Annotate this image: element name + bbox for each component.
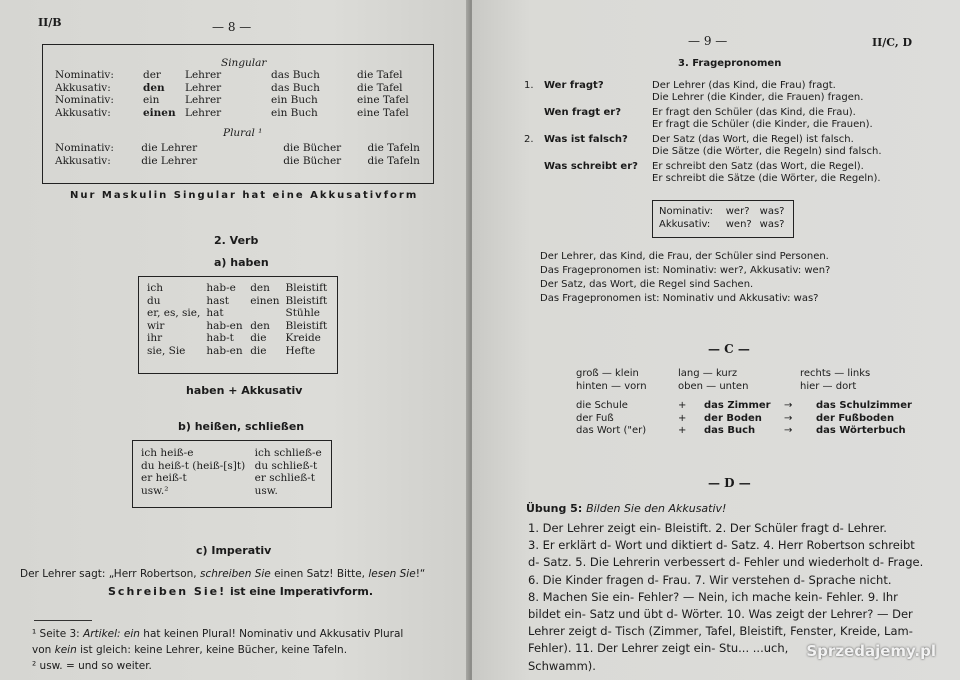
opposites-rows — [576, 368, 896, 393]
singular-heading: Singular — [221, 57, 267, 69]
case-row-cell: Akkusativ: — [55, 154, 111, 167]
frage-row — [524, 107, 918, 119]
imperativ-form-text: ist eine Imperativform. — [226, 585, 374, 598]
haben-row-cell: hab-t — [206, 332, 234, 344]
frage-cell: Was ist falsch? — [544, 134, 628, 145]
page-number: — 8 — — [212, 20, 252, 34]
singular-table — [55, 69, 423, 119]
frage-box-row-cell: wer? — [725, 206, 750, 217]
case-row-cell: ein — [143, 94, 160, 106]
section-label: II/B — [38, 16, 62, 29]
plural-rows — [55, 142, 433, 167]
case-row — [55, 107, 423, 120]
plural-heading: Plural ¹ — [223, 127, 263, 139]
case-row-cell: die Lehrer — [141, 154, 198, 167]
haben-row-cell: er, es, sie, — [147, 307, 201, 319]
compound-row-cell: der Fußboden — [816, 412, 895, 424]
haben-row-cell: du — [147, 294, 161, 307]
frage-cell: Was schreibt er? — [544, 161, 638, 172]
exercise-line: 3. Er erklärt d- Wort und diktiert d- Satz. 4. Herr Robertson schreibt — [528, 538, 915, 553]
imperativ-example — [20, 568, 425, 580]
case-row-cell: Nominativ: — [55, 94, 114, 106]
haben-formula: haben + Akkusativ — [186, 384, 303, 397]
footnote-2: ² usw. = und so weiter. — [32, 660, 152, 672]
case-row-cell: Lehrer — [185, 94, 222, 106]
heissen-row-cell: er schließ-t — [254, 472, 315, 484]
haben-row — [147, 332, 337, 345]
frage-box-row — [659, 206, 793, 219]
frage-row — [524, 134, 918, 146]
exercise-instruction: Bilden Sie den Akkusativ! — [586, 502, 727, 515]
frage-cell — [524, 92, 544, 107]
opposite-row — [576, 368, 896, 381]
footnote-1-line2-a: von — [32, 644, 55, 656]
compound-row-cell: der Boden — [704, 412, 762, 424]
haben-row-cell: die — [250, 332, 267, 344]
frage-cell: Er schreibt die Sätze (die Wörter, die Regeln). — [652, 173, 881, 184]
case-row-cell: der — [143, 69, 161, 81]
heissen-row — [141, 447, 331, 460]
exercise-title — [526, 502, 726, 515]
frage-box-rows — [659, 206, 793, 231]
frage-cell: Wen fragt er? — [544, 107, 622, 118]
frage-row — [524, 173, 918, 188]
imperativ-statement — [108, 585, 373, 598]
opposite-row-cell: lang — kurz — [678, 368, 738, 379]
haben-row-cell: einen — [250, 294, 280, 307]
haben-row-cell: Stühle — [285, 307, 321, 319]
case-row-cell: die Tafel — [357, 81, 403, 94]
case-row-cell: die Bücher — [283, 142, 342, 154]
frage-box-row-cell: Akkusativ: — [659, 218, 711, 230]
summary-line-1: Der Lehrer, das Kind, die Frau, der Schüler sind Personen. — [540, 251, 829, 262]
haben-table-wrap — [147, 282, 337, 357]
compound-row-cell: das Buch — [704, 425, 756, 436]
section-label-right: II/C, D — [872, 36, 913, 49]
opposite-row-cell: hinten — vorn — [576, 380, 647, 392]
frage-cell — [524, 146, 544, 161]
summary-line-2: Das Fragepronomen ist: Nominativ: wer?, Akkusativ: wen? — [540, 265, 831, 276]
imperativ-text-b: schreiben Sie — [199, 568, 271, 580]
frage-cell: Die Sätze (die Wörter, die Regeln) sind falsch. — [652, 146, 882, 157]
compound-row-cell: → — [784, 400, 793, 411]
heissen-rows — [141, 447, 331, 497]
haben-row — [147, 295, 337, 308]
opposite-row-cell: groß — klein — [576, 368, 639, 379]
compound-row-cell: + — [678, 425, 687, 436]
frage-list — [524, 80, 918, 188]
compound-row — [576, 413, 922, 426]
haben-row-cell: ich — [147, 282, 164, 294]
case-row-cell: die Bücher — [283, 154, 342, 167]
haben-row-cell: Kreide — [285, 332, 321, 344]
haben-row-cell: hab-en — [206, 319, 243, 332]
compound-row-cell: der Fuß — [576, 412, 614, 424]
heissen-heading: b) heißen, schließen — [178, 420, 305, 433]
case-row-cell: Lehrer — [185, 81, 222, 94]
haben-row — [147, 320, 337, 333]
exercise-line: 1. Der Lehrer zeigt ein- Bleistift. 2. Der Schüler fragt d- Lehrer. — [528, 521, 887, 535]
case-row — [55, 94, 423, 107]
footnote-1-line2 — [32, 644, 347, 656]
akkusativ-note: Nur Maskulin Singular hat eine Akkusativform — [70, 190, 419, 201]
exercise-line: Fehler). 11. Der Lehrer zeigt ein- Stu... ...uch, — [528, 641, 789, 656]
imperativ-form: Schreiben Sie! — [108, 585, 227, 598]
heissen-row — [141, 485, 331, 498]
frage-cell: Er schreibt den Satz (das Wort, die Regel). — [652, 161, 864, 172]
haben-rows — [147, 282, 337, 357]
compound-row — [576, 400, 922, 413]
imperativ-heading: c) Imperativ — [196, 544, 272, 557]
heissen-row-cell: ich heiß-e — [141, 447, 194, 459]
frage-box-row-cell: was? — [759, 218, 785, 230]
case-row-cell: die Lehrer — [141, 142, 198, 154]
verb-heading: 2. Verb — [214, 234, 259, 247]
case-row-cell: Nominativ: — [55, 69, 114, 81]
frage-summary — [540, 250, 830, 306]
case-row-cell: Nominativ: — [55, 142, 114, 154]
frage-cell: Wer fragt? — [544, 80, 604, 91]
haben-row-cell: den — [250, 282, 270, 294]
frage-box-row — [659, 219, 793, 232]
frage-cell — [544, 173, 652, 188]
haben-heading: a) haben — [214, 256, 269, 269]
compound-row-cell: das Schulzimmer — [816, 400, 912, 411]
page-number-right: — 9 — — [688, 34, 728, 48]
compounds-wrap — [576, 400, 922, 438]
frage-row — [524, 80, 918, 92]
compound-row-cell: + — [678, 400, 687, 411]
frage-cell — [544, 92, 652, 107]
case-row-cell: eine Tafel — [357, 94, 409, 106]
exercise-line: bildet ein- Satz und übt d- Wörter. 10. Was zeigt der Lehrer? — Der — [528, 607, 913, 622]
frage-cell: Der Satz (das Wort, die Regel) ist falsch. — [652, 134, 854, 145]
frage-cell — [524, 119, 544, 134]
frage-cell: Die Lehrer (die Kinder, die Frauen) fragen. — [652, 92, 864, 103]
heissen-box — [132, 440, 332, 508]
haben-row-cell — [250, 307, 285, 320]
fragepronomen-heading: 3. Fragepronomen — [678, 58, 782, 69]
opposite-row-cell: oben — unten — [678, 380, 749, 392]
case-row-cell: Akkusativ: — [55, 81, 111, 94]
case-row — [55, 82, 423, 95]
compound-row-cell: → — [784, 412, 793, 424]
frage-row — [524, 92, 918, 107]
case-row — [55, 69, 423, 82]
compound-row-cell: das Zimmer — [704, 400, 771, 411]
section-d-heading: — D — — [708, 476, 751, 490]
heissen-row-cell: du heiß-t (heiß-[s]t) — [141, 459, 246, 472]
frage-cell — [544, 119, 652, 134]
heissen-row — [141, 472, 331, 485]
heissen-row-cell: er heiß-t — [141, 472, 187, 484]
article-case-box — [42, 44, 434, 184]
footnote-1 — [32, 628, 403, 640]
case-row-cell: ein Buch — [271, 106, 318, 119]
haben-row-cell: sie, Sie — [147, 344, 186, 357]
opposites-wrap — [576, 368, 896, 393]
exercise-line: 6. Die Kinder fragen d- Frau. 7. Wir verstehen d- Sprache nicht. — [528, 572, 892, 587]
case-row-cell: das Buch — [271, 81, 320, 94]
case-row-cell: Lehrer — [185, 106, 222, 119]
frage-box-row-cell: wen? — [725, 218, 752, 230]
frage-row — [524, 161, 918, 173]
frage-cell — [524, 161, 544, 173]
case-row-cell — [203, 142, 283, 155]
imperativ-text-c: einen Satz! Bitte, — [270, 568, 369, 580]
footnote-1-c: hat keinen Plural! Nominativ und Akkusativ Plural — [139, 628, 404, 640]
frage-cell: Er fragt die Schüler (die Kinder, die Frauen). — [652, 119, 873, 130]
haben-row-cell: hat — [206, 307, 224, 319]
imperativ-text-a: Der Lehrer sagt: „Herr Robertson, — [20, 568, 200, 580]
haben-row — [147, 345, 337, 358]
compound-row-cell: die Schule — [576, 400, 628, 411]
opposite-row-cell: hier — dort — [800, 380, 857, 392]
case-row-cell: ein Buch — [271, 94, 318, 106]
case-row-cell: die Tafeln — [367, 142, 420, 154]
haben-row-cell: hast — [206, 294, 229, 307]
haben-row-cell: Bleistift — [285, 282, 328, 294]
heissen-row-cell: usw.² — [141, 484, 169, 497]
frage-box-row-cell: Nominativ: — [659, 206, 714, 217]
footnote-1-b: Artikel: ein — [83, 628, 140, 640]
case-row-cell: die Tafeln — [367, 154, 420, 167]
haben-row-cell: Hefte — [285, 344, 316, 357]
section-c-heading: — C — — [708, 342, 750, 356]
case-row-cell: Akkusativ: — [55, 106, 111, 119]
case-row-cell: Lehrer — [185, 69, 222, 81]
compound-row-cell: + — [678, 412, 687, 424]
footnote-1-line2-c: ist gleich: keine Lehrer, keine Bücher, keine Tafeln. — [76, 644, 348, 656]
haben-row — [147, 307, 337, 320]
exercise-line: d- Satz. 5. Die Lehrerin verbessert d- Fehler und wiederholt d- Frage. — [528, 555, 924, 570]
haben-row-cell: wir — [147, 319, 165, 332]
heissen-row-cell: du schließ-t — [254, 459, 318, 472]
frage-cell: 1. — [524, 80, 534, 91]
haben-row-cell: Bleistift — [285, 294, 328, 307]
singular-rows — [55, 69, 423, 119]
frage-rows — [524, 80, 918, 188]
compound-row-cell: das Wörterbuch — [816, 425, 906, 436]
frage-box-row-cell: was? — [759, 206, 785, 217]
exercise-line: Schwamm). — [528, 658, 596, 673]
haben-row-cell: die — [250, 344, 267, 357]
case-row-cell: das Buch — [271, 69, 320, 81]
haben-row-cell: ihr — [147, 332, 163, 344]
exercise-number: Übung 5: — [526, 502, 587, 515]
summary-line-4: Das Fragepronomen ist: Nominativ und Akkusativ: was? — [540, 293, 819, 304]
watermark-logo: Sprzedajemy.pl — [806, 642, 936, 660]
case-row-cell — [203, 155, 283, 168]
imperativ-text-d: lesen Sie — [368, 568, 416, 580]
haben-box — [138, 276, 338, 374]
right-page — [472, 0, 960, 680]
footnote-1-line2-b: kein — [54, 644, 77, 656]
compound-row-cell: → — [784, 425, 793, 436]
footnote-rule — [34, 620, 92, 621]
compound-row-cell: das Wort ("er) — [576, 425, 647, 436]
left-page — [0, 0, 470, 680]
haben-row-cell: hab-en — [206, 344, 243, 357]
frage-cell: Er fragt den Schüler (das Kind, die Frau). — [652, 107, 856, 118]
haben-row-cell: Bleistift — [285, 319, 328, 332]
case-row — [55, 142, 433, 155]
case-row-cell: eine Tafel — [357, 106, 409, 119]
heissen-row-cell: usw. — [254, 484, 278, 497]
frage-cell — [524, 173, 544, 188]
frage-row — [524, 119, 918, 134]
exercise-line: 8. Machen Sie ein- Fehler? — Nein, ich mache kein- Fehler. 9. Ihr — [528, 589, 898, 604]
case-row-cell: den — [143, 81, 165, 94]
plural-table — [55, 142, 433, 167]
opposite-row-cell: rechts — links — [800, 368, 871, 379]
frage-cell — [544, 146, 652, 161]
frage-cell — [524, 107, 544, 119]
haben-row — [147, 282, 337, 295]
summary-line-3: Der Satz, das Wort, die Regel sind Sachen. — [540, 279, 754, 290]
footnote-1-a: ¹ Seite 3: — [32, 628, 84, 640]
case-row — [55, 155, 433, 168]
heissen-table-wrap — [141, 447, 331, 497]
heissen-row-cell: ich schließ-e — [254, 447, 322, 459]
frage-box-wrap — [659, 206, 793, 231]
imperativ-text-e: !“ — [415, 568, 426, 580]
haben-row-cell: hab-e — [206, 282, 236, 294]
frage-row — [524, 146, 918, 161]
compound-rows — [576, 400, 922, 438]
exercise-line: Lehrer zeigt d- Tisch (Zimmer, Tafel, Bleistift, Fenster, Kreide, Lam- — [528, 624, 913, 639]
case-row-cell: die Tafel — [357, 69, 403, 81]
frage-summary-box — [652, 200, 794, 238]
opposite-row — [576, 381, 896, 394]
compound-row — [576, 425, 922, 438]
frage-cell: 2. — [524, 134, 534, 145]
case-row-cell: einen — [143, 106, 176, 119]
frage-cell: Der Lehrer (das Kind, die Frau) fragt. — [652, 80, 836, 91]
haben-row-cell: den — [250, 319, 270, 332]
heissen-row — [141, 460, 331, 473]
